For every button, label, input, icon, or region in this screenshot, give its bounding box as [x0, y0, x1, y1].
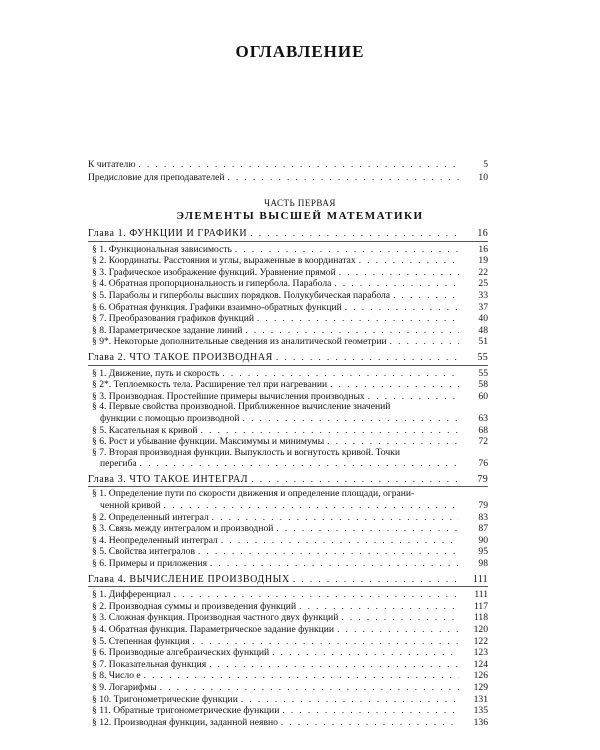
- section-entry[interactable]: [88, 489, 488, 500]
- section-entry[interactable]: [88, 535, 488, 547]
- page-number: 83: [478, 511, 488, 523]
- dot-leader: [359, 255, 459, 267]
- dot-leader: [330, 379, 459, 391]
- section-entry-text: § 3. Сложная функция. Производная частного двух функций: [92, 612, 339, 624]
- page-number: 25: [478, 278, 488, 290]
- section-entry-text: § 8. Параметрическое задание линий: [92, 324, 243, 336]
- section-entry[interactable]: [88, 368, 488, 380]
- section-entry-text: § 3. Связь между интегралом и производной: [92, 523, 274, 535]
- section-entry[interactable]: [88, 448, 488, 459]
- dot-leader: [212, 512, 459, 524]
- dot-leader: [210, 558, 459, 570]
- page-number: 68: [478, 424, 488, 436]
- section-entry[interactable]: [88, 670, 488, 682]
- section-entry-text: § 5. Касательная к кривой: [92, 424, 198, 436]
- section-entry[interactable]: [88, 379, 488, 391]
- chapter-heading-text: Глава 3. ЧТО ТАКОЕ ИНТЕГРАЛ: [88, 473, 249, 485]
- section-entry[interactable]: [88, 601, 488, 613]
- dot-leader: [164, 500, 459, 512]
- page-number: 111: [472, 573, 488, 585]
- section-entry[interactable]: [88, 244, 488, 256]
- page-number: 55: [478, 367, 488, 379]
- page-number: 72: [478, 436, 488, 448]
- dot-leader: [334, 278, 459, 290]
- section-entry[interactable]: [88, 302, 488, 314]
- chapter-heading[interactable]: [88, 228, 488, 240]
- section-entry-text: § 5. Параболы и гиперболы высших порядков. Полукубическая парабола: [92, 289, 391, 301]
- dot-leader: [222, 368, 459, 380]
- page-number: 33: [478, 289, 488, 301]
- section-entry-text: § 2. Координаты. Расстояния и углы, выраженные в координатах: [92, 255, 356, 267]
- front-matter-entry[interactable]: [88, 158, 488, 171]
- section-entry[interactable]: [88, 717, 488, 729]
- section-entry[interactable]: [88, 682, 488, 694]
- section-entry[interactable]: [88, 659, 488, 671]
- section-entry-text: § 5. Степенная функция: [92, 635, 190, 647]
- section-entry-text: § 2. Определенный интеграл: [92, 511, 209, 523]
- section-entry-text: § 7. Преобразования графиков функций: [92, 313, 254, 325]
- page-number: 136: [473, 716, 488, 728]
- section-entry[interactable]: [88, 636, 488, 648]
- dot-leader: [235, 244, 459, 256]
- dot-leader: [339, 267, 459, 279]
- page-title: ОГЛАВЛЕНИЕ: [235, 42, 365, 61]
- dot-leader: [282, 705, 459, 717]
- page-number: 48: [478, 324, 488, 336]
- section-entry[interactable]: [88, 546, 488, 558]
- dot-leader: [221, 535, 459, 547]
- dot-leader: [245, 325, 459, 337]
- page-number: 55: [477, 351, 488, 363]
- section-entry[interactable]: [88, 402, 488, 413]
- dot-leader: [251, 474, 459, 486]
- section-entry-text: § 6. Обратная функция. Графики взаимно-обратных функций: [92, 301, 342, 313]
- chapter-rule: [88, 365, 488, 366]
- page-number: 5: [483, 159, 488, 170]
- page-number: 111: [474, 589, 488, 601]
- page-number: 16: [477, 228, 488, 239]
- page-number: 58: [478, 379, 488, 391]
- section-entry[interactable]: [88, 523, 488, 535]
- chapter-rule: [88, 486, 488, 487]
- section-entry-text: § 4. Обратная пропорциональность и гипербола. Парабола: [92, 278, 332, 290]
- section-entry-text: § 10. Тригонометрические функции: [92, 693, 238, 705]
- section-entry-continuation-text: перегиба: [100, 458, 137, 470]
- page-number: 16: [478, 243, 488, 255]
- section-entry-text: § 12. Производная функции, заданной неявно: [92, 716, 278, 728]
- chapter-rule: [88, 586, 488, 587]
- dot-leader: [201, 425, 459, 437]
- section-entry-text: § 6. Рост и убывание функции. Максимумы и минимумы: [92, 436, 325, 448]
- page-number: 122: [473, 635, 488, 647]
- dot-leader: [293, 574, 459, 586]
- dot-leader: [243, 413, 459, 425]
- section-entry[interactable]: [88, 290, 488, 302]
- section-entry[interactable]: [88, 325, 488, 337]
- dot-leader: [281, 717, 459, 729]
- page-number: 63: [478, 412, 488, 424]
- dot-leader: [272, 647, 459, 659]
- chapter-heading-text: Глава 2. ЧТО ТАКОЕ ПРОИЗВОДНАЯ: [88, 351, 273, 363]
- section-entry[interactable]: [88, 705, 488, 717]
- section-entry-text: § 6. Примеры и приложения: [92, 558, 208, 570]
- page-number: 37: [478, 301, 488, 313]
- page-number: 19: [478, 255, 488, 267]
- section-entry-text: § 6. Производные алгебраических функций: [92, 647, 270, 659]
- section-entry-text: § 7. Вторая производная функции. Выпуклость и вогнутость кривой. Точки: [92, 446, 400, 458]
- section-entry[interactable]: [88, 267, 488, 279]
- page-number: 10: [478, 172, 488, 183]
- section-entry-text: § 2. Производная суммы и произведения функций: [92, 600, 297, 612]
- section-entry[interactable]: [88, 558, 488, 570]
- chapter-heading[interactable]: [88, 574, 488, 586]
- section-entry-text: § 3. Графическое изображение функций. Уравнение прямой: [92, 266, 336, 278]
- dot-leader: [198, 546, 459, 558]
- front-matter-entry-text: К читателю: [88, 159, 136, 170]
- part-label: ЧАСТЬ ПЕРВАЯ: [264, 198, 336, 208]
- section-entry[interactable]: [88, 647, 488, 659]
- section-entry-text: § 1. Движение, путь и скорость: [92, 367, 220, 379]
- section-entry-continuation[interactable]: [88, 500, 488, 512]
- section-entry-text: § 5. Свойства интегралов: [92, 546, 196, 558]
- page-number: 60: [478, 390, 488, 402]
- section-entry[interactable]: [88, 589, 488, 601]
- front-matter-entry-text: Предисловие для преподавателей: [88, 172, 225, 183]
- page-number: 117: [473, 600, 488, 612]
- dot-leader: [144, 670, 459, 682]
- page-number: 135: [473, 705, 488, 717]
- page-number: 118: [473, 612, 488, 624]
- page-number: 76: [478, 458, 488, 470]
- dot-leader: [138, 158, 459, 171]
- table-of-contents: [88, 224, 488, 728]
- section-entry[interactable]: [88, 612, 488, 624]
- chapter-rule: [88, 241, 488, 242]
- dot-leader: [250, 228, 459, 240]
- dot-leader: [174, 589, 459, 601]
- chapter-heading[interactable]: [88, 352, 488, 364]
- dot-leader: [327, 436, 459, 448]
- dot-leader: [160, 682, 459, 694]
- section-entry[interactable]: [88, 436, 488, 448]
- page-number: 87: [478, 523, 488, 535]
- part-title: ЭЛЕМЕНТЫ ВЫСШЕЙ МАТЕМАТИКИ: [176, 210, 424, 222]
- dot-leader: [276, 352, 459, 364]
- dot-leader: [228, 171, 459, 184]
- chapter-heading-text: Глава 1. ФУНКЦИИ И ГРАФИКИ: [88, 228, 248, 239]
- front-matter-list: [88, 158, 488, 184]
- page-number: 22: [478, 266, 488, 278]
- section-entry-text: § 9. Логарифмы: [92, 681, 157, 693]
- section-entry-continuation-text: ченной кривой: [100, 500, 161, 512]
- chapter-heading-text: Глава 4. ВЫЧИСЛЕНИЕ ПРОИЗВОДНЫХ: [88, 573, 290, 585]
- section-entry-text: § 4. Неопределенный интеграл: [92, 534, 218, 546]
- dot-leader: [299, 601, 459, 613]
- chapter-heading[interactable]: [88, 474, 488, 486]
- section-entry[interactable]: [88, 694, 488, 706]
- front-matter-entry[interactable]: [88, 171, 488, 184]
- page-number: 126: [473, 670, 488, 682]
- dot-leader: [393, 290, 459, 302]
- dot-leader: [257, 313, 459, 325]
- section-entry[interactable]: [88, 425, 488, 437]
- page-number: 79: [478, 500, 488, 512]
- dot-leader: [140, 458, 459, 470]
- dot-leader: [241, 694, 459, 706]
- dot-leader: [193, 636, 460, 648]
- section-entry-continuation[interactable]: [88, 458, 488, 470]
- dot-leader: [209, 659, 459, 671]
- section-entry[interactable]: [88, 255, 488, 267]
- section-entry-text: § 7. Показательная функция: [92, 658, 207, 670]
- page-number: 51: [478, 336, 488, 348]
- page-number: 98: [478, 558, 488, 570]
- section-entry[interactable]: [88, 624, 488, 636]
- page-number: 120: [473, 624, 488, 635]
- page-number: 131: [473, 693, 488, 705]
- dot-leader: [390, 336, 459, 348]
- section-entry-text: § 11. Обратные тригонометрические функции: [92, 705, 280, 717]
- page-number: 79: [477, 473, 488, 485]
- section-entry[interactable]: [88, 313, 488, 325]
- section-entry-text: § 2*. Теплоемкость тела. Расширение тел при нагревании: [92, 379, 328, 391]
- page-number: 124: [473, 658, 488, 670]
- section-entry-text: § 8. Число e: [92, 670, 141, 682]
- section-entry[interactable]: [88, 336, 488, 348]
- section-entry[interactable]: [88, 278, 488, 290]
- section-entry-text: § 3. Производная. Простейшие примеры вычисления производных: [92, 390, 365, 402]
- section-entry-text: § 9*. Некоторые дополнительные сведения из аналитической геометрии: [92, 336, 387, 348]
- section-entry-text: § 1. Дифференциал: [92, 589, 171, 601]
- section-entry-text: § 1. Функциональная зависимость: [92, 243, 232, 255]
- page-number: 123: [473, 647, 488, 659]
- dot-leader: [341, 612, 459, 624]
- dot-leader: [276, 523, 459, 535]
- page-number: 129: [473, 681, 488, 693]
- dot-leader: [345, 302, 459, 314]
- section-entry-text: § 4. Обратная функция. Параметрическое задание функции: [92, 624, 335, 635]
- dot-leader: [337, 624, 459, 636]
- page-number: 95: [478, 546, 488, 558]
- section-entry[interactable]: [88, 512, 488, 524]
- section-entry-text: § 4. Первые свойства производной. Приближенное вычисление значений: [92, 401, 391, 413]
- section-entry-text: § 1. Определение пути по скорости движения и определение площади, ограни-: [92, 488, 415, 500]
- page-number: 40: [478, 313, 488, 325]
- page-number: 90: [478, 534, 488, 546]
- section-entry-continuation[interactable]: [88, 413, 488, 425]
- section-entry-continuation-text: функции с помощью производной: [100, 412, 240, 424]
